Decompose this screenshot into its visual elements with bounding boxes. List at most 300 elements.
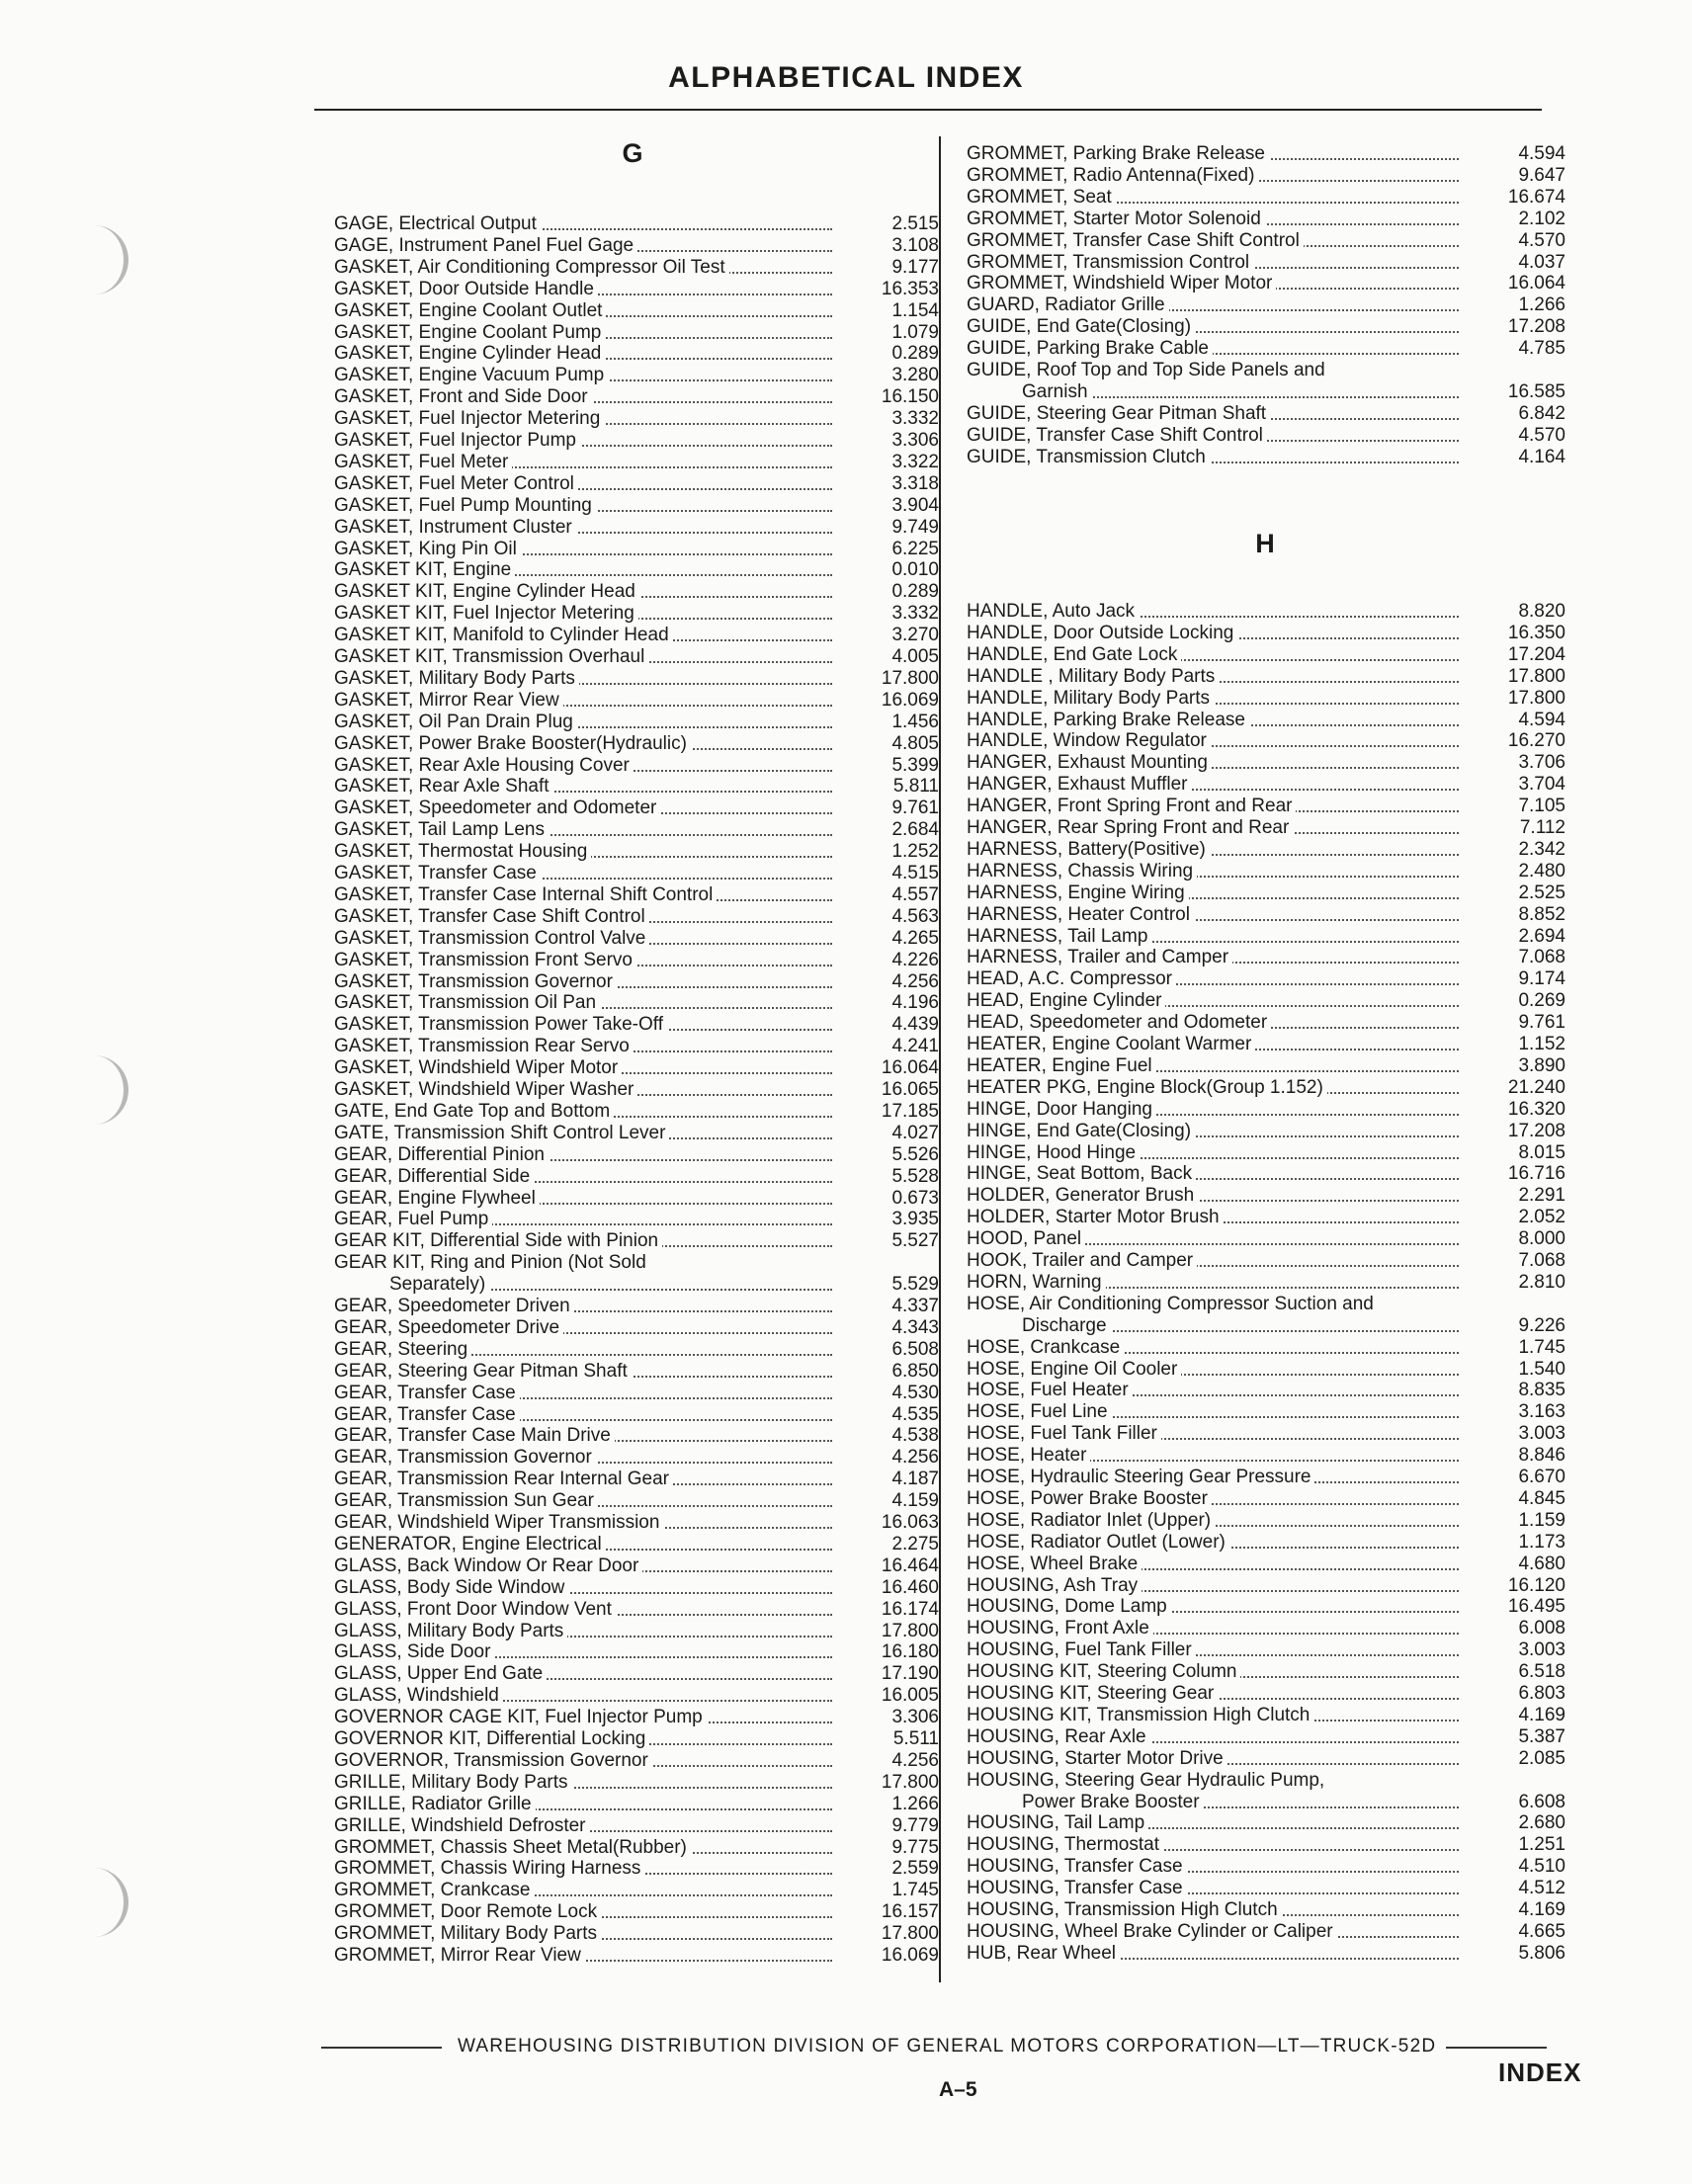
entry-label: GEAR, Speedometer Driven bbox=[334, 1296, 574, 1316]
entry-label: HOUSING KIT, Steering Gear bbox=[967, 1683, 1218, 1704]
entry-page-ref: 16.320 bbox=[1507, 1098, 1565, 1120]
entry-label: HOUSING, Dome Lamp bbox=[967, 1596, 1171, 1617]
index-entry bbox=[1022, 381, 1565, 403]
index-entry bbox=[334, 581, 939, 603]
index-entry bbox=[967, 1034, 1565, 1055]
entry-label: HOUSING, Rear Axle bbox=[967, 1726, 1150, 1747]
index-entry bbox=[334, 1858, 939, 1880]
index-entry bbox=[334, 603, 939, 625]
entry-page-ref: 2.694 bbox=[1518, 925, 1565, 947]
entry-label: GASKET, King Pin Oil bbox=[334, 539, 521, 559]
entry-label: GEAR, Transmission Governor bbox=[334, 1447, 596, 1468]
entry-page-ref: 5.399 bbox=[891, 754, 939, 776]
entry-label: HOLDER, Starter Motor Brush bbox=[967, 1207, 1224, 1227]
entry-label: HOSE, Wheel Brake bbox=[967, 1554, 1142, 1574]
index-entry bbox=[967, 1618, 1565, 1639]
entry-label: HEAD, Engine Cylinder bbox=[967, 990, 1165, 1011]
index-entry bbox=[967, 1878, 1565, 1899]
entry-label: GEAR, Differential Pinion bbox=[334, 1144, 549, 1165]
index-entry bbox=[334, 690, 939, 712]
index-entry bbox=[334, 343, 939, 365]
entry-page-ref: 4.538 bbox=[891, 1425, 939, 1447]
entry-page-ref: 6.670 bbox=[1518, 1467, 1565, 1487]
entry-label: GASKET, Fuel Pump Mounting bbox=[334, 495, 596, 516]
index-entry bbox=[334, 473, 939, 495]
entry-page-ref: 4.515 bbox=[891, 863, 939, 883]
entry-label: GASKET, Transmission Rear Servo bbox=[334, 1036, 634, 1056]
entry-page-ref: 4.594 bbox=[1518, 709, 1565, 730]
entry-label: GEAR, Engine Flywheel bbox=[334, 1188, 540, 1209]
entry-page-ref: 6.008 bbox=[1518, 1618, 1565, 1639]
entry-page-ref: 4.265 bbox=[891, 927, 939, 949]
index-entry bbox=[389, 1274, 939, 1296]
index-entry bbox=[334, 430, 939, 452]
entry-label: HOSE, Fuel Tank Filler bbox=[967, 1423, 1161, 1444]
entry-label: GEAR, Transfer Case bbox=[334, 1404, 520, 1425]
footer-rule-right bbox=[1446, 2047, 1547, 2049]
entry-page-ref: 4.535 bbox=[891, 1403, 939, 1425]
index-entry bbox=[967, 425, 1565, 447]
entry-label: GASKET, Speedometer and Odometer bbox=[334, 798, 660, 818]
entry-page-ref: 4.256 bbox=[891, 970, 939, 992]
entry-page-ref: 0.673 bbox=[891, 1187, 939, 1209]
entry-page-ref: 6.508 bbox=[891, 1338, 939, 1360]
index-entry bbox=[334, 1707, 939, 1728]
entry-label: GROMMET, Starter Motor Solenoid bbox=[967, 209, 1265, 229]
entry-label: GASKET, Rear Axle Housing Cover bbox=[334, 755, 634, 776]
entry-page-ref: 7.105 bbox=[1518, 796, 1565, 817]
entry-label: HINGE, End Gate(Closing) bbox=[967, 1121, 1195, 1141]
entry-label: GASKET KIT, Transmission Overhaul bbox=[334, 646, 648, 667]
index-entry bbox=[967, 316, 1565, 338]
entry-page-ref: 4.256 bbox=[891, 1749, 939, 1771]
index-entry bbox=[967, 1445, 1565, 1467]
entry-label: GUIDE, Roof Top and Top Side Panels and bbox=[967, 360, 1329, 380]
entry-page-ref: 1.152 bbox=[1518, 1034, 1565, 1054]
entry-page-ref: 7.112 bbox=[1519, 817, 1565, 838]
entry-page-ref: 16.064 bbox=[881, 1057, 939, 1079]
entry-label: HANDLE, Window Regulator bbox=[967, 730, 1211, 751]
entry-label: GASKET, Engine Coolant Outlet bbox=[334, 300, 606, 321]
entry-page-ref: 16.350 bbox=[1507, 622, 1565, 643]
entry-page-ref: 8.846 bbox=[1518, 1445, 1565, 1467]
entry-page-ref: 4.169 bbox=[1518, 1704, 1565, 1725]
entry-page-ref: 2.342 bbox=[1518, 838, 1565, 860]
page-number: A–5 bbox=[939, 2078, 977, 2101]
index-entry bbox=[967, 623, 1565, 644]
index-entry bbox=[967, 447, 1565, 468]
entry-page-ref: 4.256 bbox=[891, 1447, 939, 1469]
entry-page-ref: 4.805 bbox=[891, 732, 939, 754]
index-entry bbox=[334, 884, 939, 906]
section-letter-g: G bbox=[622, 138, 643, 168]
entry-page-ref: 16.157 bbox=[881, 1901, 939, 1923]
entry-label: HOSE, Engine Oil Cooler bbox=[967, 1359, 1181, 1380]
entry-page-ref: 3.270 bbox=[891, 625, 939, 646]
entry-page-ref: 17.204 bbox=[1507, 643, 1565, 665]
index-entry bbox=[967, 360, 1565, 381]
index-entry bbox=[334, 1123, 939, 1144]
entry-page-ref: 6.608 bbox=[1518, 1791, 1565, 1812]
entry-page-ref: 2.480 bbox=[1518, 860, 1565, 882]
entry-label: GASKET, Engine Cylinder Head bbox=[334, 343, 605, 364]
entry-page-ref: 17.190 bbox=[881, 1663, 939, 1685]
entry-label: HOUSING, Steering Gear Hydraulic Pump, bbox=[967, 1770, 1328, 1791]
entry-page-ref: 3.003 bbox=[1518, 1423, 1565, 1445]
entry-label: HARNESS, Battery(Positive) bbox=[967, 839, 1210, 860]
index-entry bbox=[967, 1185, 1565, 1207]
index-entry bbox=[967, 1163, 1565, 1185]
entry-label: GLASS, Upper End Gate bbox=[334, 1663, 547, 1684]
index-entry bbox=[334, 625, 939, 646]
index-entry bbox=[334, 755, 939, 777]
entry-label: GLASS, Side Door bbox=[334, 1641, 494, 1662]
index-entry bbox=[334, 971, 939, 993]
index-entry bbox=[334, 300, 939, 322]
entry-label: GEAR, Transfer Case Main Drive bbox=[334, 1425, 615, 1446]
entry-page-ref: 16.063 bbox=[881, 1512, 939, 1533]
entry-page-ref: 4.226 bbox=[891, 949, 939, 970]
index-entry bbox=[967, 1121, 1565, 1142]
entry-label: Discharge bbox=[1022, 1315, 1111, 1336]
entry-label: GROMMET, Windshield Wiper Motor bbox=[967, 273, 1276, 294]
index-entry bbox=[967, 1488, 1565, 1510]
index-entry bbox=[334, 950, 939, 971]
index-entry bbox=[334, 1230, 939, 1252]
entry-page-ref: 4.594 bbox=[1518, 143, 1565, 164]
index-entry bbox=[334, 906, 939, 928]
entry-label: HOSE, Power Brake Booster bbox=[967, 1488, 1212, 1509]
entry-page-ref: 3.904 bbox=[891, 494, 939, 516]
entry-label: GAGE, Electrical Output bbox=[334, 213, 541, 234]
index-entry bbox=[334, 1663, 939, 1685]
index-entry bbox=[967, 1575, 1565, 1597]
entry-page-ref: 2.684 bbox=[891, 819, 939, 841]
entry-page-ref: 5.811 bbox=[892, 776, 939, 798]
entry-label: GASKET, Rear Axle Shaft bbox=[334, 776, 553, 797]
entry-label: GAGE, Instrument Panel Fuel Gage bbox=[334, 235, 637, 256]
entry-label: GASKET, Transfer Case Internal Shift Control bbox=[334, 884, 717, 905]
index-entry bbox=[967, 273, 1565, 294]
entry-page-ref: 9.226 bbox=[1518, 1314, 1565, 1336]
entry-label: Separately) bbox=[389, 1274, 489, 1295]
entry-label: GUIDE, Transfer Case Shift Control bbox=[967, 425, 1267, 446]
entry-page-ref: 16.460 bbox=[881, 1576, 939, 1598]
entry-page-ref: 5.529 bbox=[891, 1274, 939, 1296]
index-entry bbox=[967, 644, 1565, 666]
entry-page-ref: 4.563 bbox=[891, 905, 939, 927]
entry-label: GASKET, Front and Side Door bbox=[334, 386, 592, 407]
index-entry bbox=[967, 403, 1565, 425]
entry-label: HOUSING, Transfer Case bbox=[967, 1878, 1187, 1898]
entry-page-ref: 3.322 bbox=[891, 451, 939, 472]
index-entry bbox=[967, 1705, 1565, 1726]
footer-text: WAREHOUSING DISTRIBUTION DIVISION OF GENERAL MOTORS CORPORATION—LT—TRUCK-52D bbox=[458, 2036, 1437, 2057]
entry-page-ref: 16.495 bbox=[1507, 1596, 1565, 1618]
index-entry bbox=[967, 1207, 1565, 1228]
entry-label: GASKET KIT, Fuel Injector Metering bbox=[334, 603, 638, 624]
entry-page-ref: 8.820 bbox=[1518, 601, 1565, 622]
entry-label: GASKET, Power Brake Booster(Hydraulic) bbox=[334, 733, 691, 754]
entry-label: GASKET, Door Outside Handle bbox=[334, 279, 598, 299]
index-entry bbox=[334, 539, 939, 560]
entry-page-ref: 8.835 bbox=[1518, 1380, 1565, 1401]
entry-page-ref: 5.387 bbox=[1518, 1725, 1565, 1747]
entry-page-ref: 1.266 bbox=[1518, 294, 1565, 316]
entry-page-ref: 8.000 bbox=[1518, 1228, 1565, 1250]
index-entry bbox=[334, 1252, 939, 1274]
entry-label: HEAD, Speedometer and Odometer bbox=[967, 1012, 1271, 1033]
entry-label: GASKET, Fuel Meter Control bbox=[334, 473, 578, 494]
index-entry bbox=[334, 1880, 939, 1901]
index-entry bbox=[967, 252, 1565, 274]
index-entry bbox=[967, 774, 1565, 796]
entry-page-ref: 2.515 bbox=[891, 213, 939, 234]
entry-page-ref: 16.180 bbox=[881, 1641, 939, 1663]
entry-label: HOSE, Air Conditioning Compressor Suction and bbox=[967, 1294, 1378, 1314]
index-entry bbox=[334, 1361, 939, 1383]
section-letter-h: H bbox=[1255, 529, 1275, 558]
entry-label: GROMMET, Parking Brake Release bbox=[967, 143, 1269, 164]
index-entry bbox=[967, 1142, 1565, 1164]
entry-label: GEAR, Transfer Case bbox=[334, 1383, 520, 1403]
entry-label: GASKET, Transfer Case bbox=[334, 863, 541, 883]
entry-page-ref: 4.557 bbox=[891, 883, 939, 905]
entry-page-ref: 5.527 bbox=[891, 1230, 939, 1252]
entry-label: HOOK, Trailer and Camper bbox=[967, 1250, 1197, 1271]
entry-label: HARNESS, Engine Wiring bbox=[967, 882, 1189, 903]
entry-page-ref: 16.005 bbox=[881, 1685, 939, 1707]
entry-page-ref: 5.526 bbox=[891, 1143, 939, 1165]
index-entry bbox=[967, 1012, 1565, 1034]
entry-page-ref: 5.511 bbox=[892, 1728, 939, 1749]
entry-page-ref: 4.530 bbox=[891, 1382, 939, 1403]
entry-label: HOLDER, Generator Brush bbox=[967, 1185, 1198, 1206]
index-entry bbox=[967, 1770, 1565, 1792]
index-entry bbox=[334, 1296, 939, 1317]
index-entry bbox=[967, 904, 1565, 926]
index-entry bbox=[334, 279, 939, 300]
entry-label: HOSE, Fuel Heater bbox=[967, 1380, 1133, 1400]
entry-label: GASKET, Transmission Governor bbox=[334, 971, 617, 992]
entry-label: HOUSING, Wheel Brake Cylinder or Caliper bbox=[967, 1921, 1337, 1942]
entry-label: GROMMET, Chassis Sheet Metal(Rubber) bbox=[334, 1837, 691, 1858]
entry-label: GROMMET, Chassis Wiring Harness bbox=[334, 1858, 644, 1879]
index-entry bbox=[967, 947, 1565, 968]
entry-page-ref: 17.800 bbox=[881, 1923, 939, 1945]
entry-label: HOSE, Heater bbox=[967, 1445, 1090, 1466]
entry-label: GEAR, Fuel Pump bbox=[334, 1209, 492, 1229]
entry-label: HOUSING, Starter Motor Drive bbox=[967, 1748, 1227, 1769]
entry-page-ref: 4.680 bbox=[1518, 1553, 1565, 1574]
entry-page-ref: 9.174 bbox=[1518, 968, 1565, 990]
entry-page-ref: 16.064 bbox=[1507, 273, 1565, 294]
entry-page-ref: 2.275 bbox=[891, 1533, 939, 1554]
entry-page-ref: 5.528 bbox=[891, 1165, 939, 1187]
entry-label: HOSE, Radiator Inlet (Upper) bbox=[967, 1510, 1215, 1531]
index-entry bbox=[967, 1510, 1565, 1532]
entry-label: HARNESS, Chassis Wiring bbox=[967, 861, 1197, 882]
index-entry bbox=[334, 257, 939, 279]
entry-page-ref: 1.079 bbox=[891, 321, 939, 343]
entry-label: HOUSING, Transfer Case bbox=[967, 1856, 1187, 1877]
entry-page-ref: 4.510 bbox=[1518, 1856, 1565, 1878]
index-entry bbox=[334, 733, 939, 755]
entry-page-ref: 1.154 bbox=[891, 299, 939, 321]
index-entry bbox=[334, 712, 939, 733]
binder-hole-mark bbox=[94, 225, 128, 294]
entry-label: HEATER PKG, Engine Block(Group 1.152) bbox=[967, 1077, 1327, 1098]
entry-page-ref: 6.842 bbox=[1518, 402, 1565, 424]
entry-page-ref: 3.003 bbox=[1518, 1639, 1565, 1661]
entry-page-ref: 2.810 bbox=[1518, 1271, 1565, 1293]
index-entry bbox=[334, 213, 939, 235]
entry-page-ref: 3.163 bbox=[1518, 1401, 1565, 1423]
index-entry bbox=[334, 1599, 939, 1621]
entry-page-ref: 16.270 bbox=[1507, 730, 1565, 752]
entry-label: GRILLE, Radiator Grille bbox=[334, 1794, 536, 1814]
entry-label: GASKET, Military Body Parts bbox=[334, 668, 579, 689]
index-entry bbox=[334, 646, 939, 668]
index-entry bbox=[334, 1490, 939, 1512]
index-entry bbox=[967, 688, 1565, 710]
entry-page-ref: 3.280 bbox=[891, 365, 939, 386]
index-entry bbox=[967, 1077, 1565, 1099]
entry-label: GASKET, Transmission Front Servo bbox=[334, 950, 636, 970]
entry-page-ref: 2.291 bbox=[1518, 1185, 1565, 1207]
entry-page-ref: 17.800 bbox=[1507, 665, 1565, 687]
entry-label: HINGE, Hood Hinge bbox=[967, 1142, 1140, 1163]
index-entry bbox=[967, 1661, 1565, 1683]
entry-page-ref: 3.706 bbox=[1518, 752, 1565, 774]
entry-label: GLASS, Body Side Window bbox=[334, 1577, 568, 1598]
entry-page-ref: 17.800 bbox=[1507, 687, 1565, 709]
index-entry bbox=[967, 209, 1565, 230]
entry-label: GASKET, Engine Vacuum Pump bbox=[334, 365, 608, 385]
entry-page-ref: 6.518 bbox=[1518, 1661, 1565, 1683]
entry-label: HANGER, Exhaust Mounting bbox=[967, 752, 1212, 773]
index-entry bbox=[967, 861, 1565, 882]
entry-page-ref: 16.069 bbox=[881, 1945, 939, 1966]
index-entry bbox=[334, 408, 939, 430]
index-entry bbox=[967, 143, 1565, 165]
index-entry bbox=[967, 666, 1565, 688]
index-entry bbox=[967, 601, 1565, 623]
entry-page-ref: 7.068 bbox=[1518, 947, 1565, 968]
index-entry bbox=[967, 1055, 1565, 1077]
entry-label: HORN, Warning bbox=[967, 1272, 1106, 1293]
entry-page-ref: 4.512 bbox=[1518, 1878, 1565, 1899]
entry-label: GEAR KIT, Ring and Pinion (Not Sold bbox=[334, 1252, 650, 1273]
entry-label: GEAR, Speedometer Drive bbox=[334, 1317, 563, 1338]
entry-label: HANDLE, Auto Jack bbox=[967, 601, 1139, 622]
entry-page-ref: 0.289 bbox=[891, 343, 939, 365]
entry-page-ref: 1.540 bbox=[1518, 1358, 1565, 1380]
entry-label: HOSE, Fuel Line bbox=[967, 1401, 1112, 1422]
entry-page-ref: 3.108 bbox=[891, 234, 939, 256]
entry-label: GLASS, Front Door Window Vent bbox=[334, 1599, 616, 1620]
entry-label: GROMMET, Military Body Parts bbox=[334, 1923, 601, 1944]
index-entry bbox=[967, 1401, 1565, 1423]
entry-page-ref: 4.665 bbox=[1518, 1920, 1565, 1942]
entry-label: GASKET, Mirror Rear View bbox=[334, 690, 563, 711]
entry-label: HARNESS, Tail Lamp bbox=[967, 926, 1151, 947]
entry-page-ref: 4.164 bbox=[1518, 446, 1565, 467]
entry-page-ref: 1.252 bbox=[891, 841, 939, 863]
index-entry bbox=[967, 1294, 1565, 1315]
entry-page-ref: 16.069 bbox=[881, 689, 939, 711]
entry-label: GUIDE, Parking Brake Cable bbox=[967, 338, 1213, 359]
entry-page-ref: 17.800 bbox=[881, 1771, 939, 1793]
index-entry bbox=[334, 1534, 939, 1555]
entry-label: GASKET KIT, Manifold to Cylinder Head bbox=[334, 625, 673, 645]
index-entry bbox=[334, 1945, 939, 1967]
entry-page-ref: 8.852 bbox=[1518, 903, 1565, 925]
index-entry bbox=[967, 165, 1565, 187]
entry-label: HOUSING KIT, Steering Column bbox=[967, 1661, 1240, 1682]
footer bbox=[321, 2036, 1547, 2058]
index-entry bbox=[967, 1099, 1565, 1121]
entry-label: HANDLE, Military Body Parts bbox=[967, 688, 1214, 709]
entry-label: GUIDE, End Gate(Closing) bbox=[967, 316, 1195, 337]
index-entry bbox=[967, 1856, 1565, 1878]
index-entry bbox=[967, 730, 1565, 752]
entry-label: GASKET, Fuel Meter bbox=[334, 452, 512, 472]
entry-page-ref: 9.761 bbox=[1518, 1012, 1565, 1034]
entry-page-ref: 17.800 bbox=[881, 667, 939, 689]
entry-page-ref: 2.525 bbox=[1518, 882, 1565, 903]
index-entry bbox=[334, 1079, 939, 1101]
entry-page-ref: 17.800 bbox=[881, 1620, 939, 1641]
entry-label: HANDLE, Door Outside Locking bbox=[967, 623, 1237, 643]
index-entry bbox=[334, 798, 939, 819]
entry-page-ref: 1.745 bbox=[1518, 1336, 1565, 1358]
entry-label: HANDLE, Parking Brake Release bbox=[967, 710, 1249, 730]
index-entry bbox=[334, 841, 939, 863]
index-entry bbox=[967, 187, 1565, 209]
entry-page-ref: 9.761 bbox=[891, 798, 939, 819]
entry-label: GUARD, Radiator Grille bbox=[967, 294, 1169, 315]
column-divider bbox=[939, 136, 941, 1982]
index-label: INDEX bbox=[1498, 2058, 1582, 2087]
entry-label: GROMMET, Mirror Rear View bbox=[334, 1945, 585, 1966]
entry-page-ref: 4.343 bbox=[891, 1316, 939, 1338]
entry-page-ref: 9.749 bbox=[891, 516, 939, 538]
entry-label: HOSE, Radiator Outlet (Lower) bbox=[967, 1532, 1229, 1553]
entry-page-ref: 6.225 bbox=[891, 538, 939, 559]
index-entry bbox=[967, 1726, 1565, 1748]
index-entry bbox=[967, 968, 1565, 990]
entry-label: GASKET KIT, Engine Cylinder Head bbox=[334, 581, 639, 602]
index-entry bbox=[334, 668, 939, 690]
entry-page-ref: 4.037 bbox=[1518, 251, 1565, 273]
entry-label: HARNESS, Heater Control bbox=[967, 904, 1194, 925]
entry-label: HINGE, Door Hanging bbox=[967, 1099, 1156, 1120]
entry-label: HEATER, Engine Coolant Warmer bbox=[967, 1034, 1255, 1054]
index-entry bbox=[334, 776, 939, 798]
entry-label: HOUSING, Ash Tray bbox=[967, 1575, 1142, 1596]
index-entry bbox=[967, 1639, 1565, 1661]
index-entry bbox=[334, 1425, 939, 1447]
entry-label: GASKET KIT, Engine bbox=[334, 559, 515, 580]
entry-label: HARNESS, Trailer and Camper bbox=[967, 947, 1232, 967]
entry-label: GLASS, Back Window Or Rear Door bbox=[334, 1555, 642, 1576]
entry-page-ref: 1.266 bbox=[891, 1793, 939, 1814]
index-entry bbox=[334, 452, 939, 473]
entry-label: GEAR, Steering bbox=[334, 1339, 471, 1360]
index-entry bbox=[334, 1014, 939, 1036]
index-entry bbox=[967, 1748, 1565, 1770]
